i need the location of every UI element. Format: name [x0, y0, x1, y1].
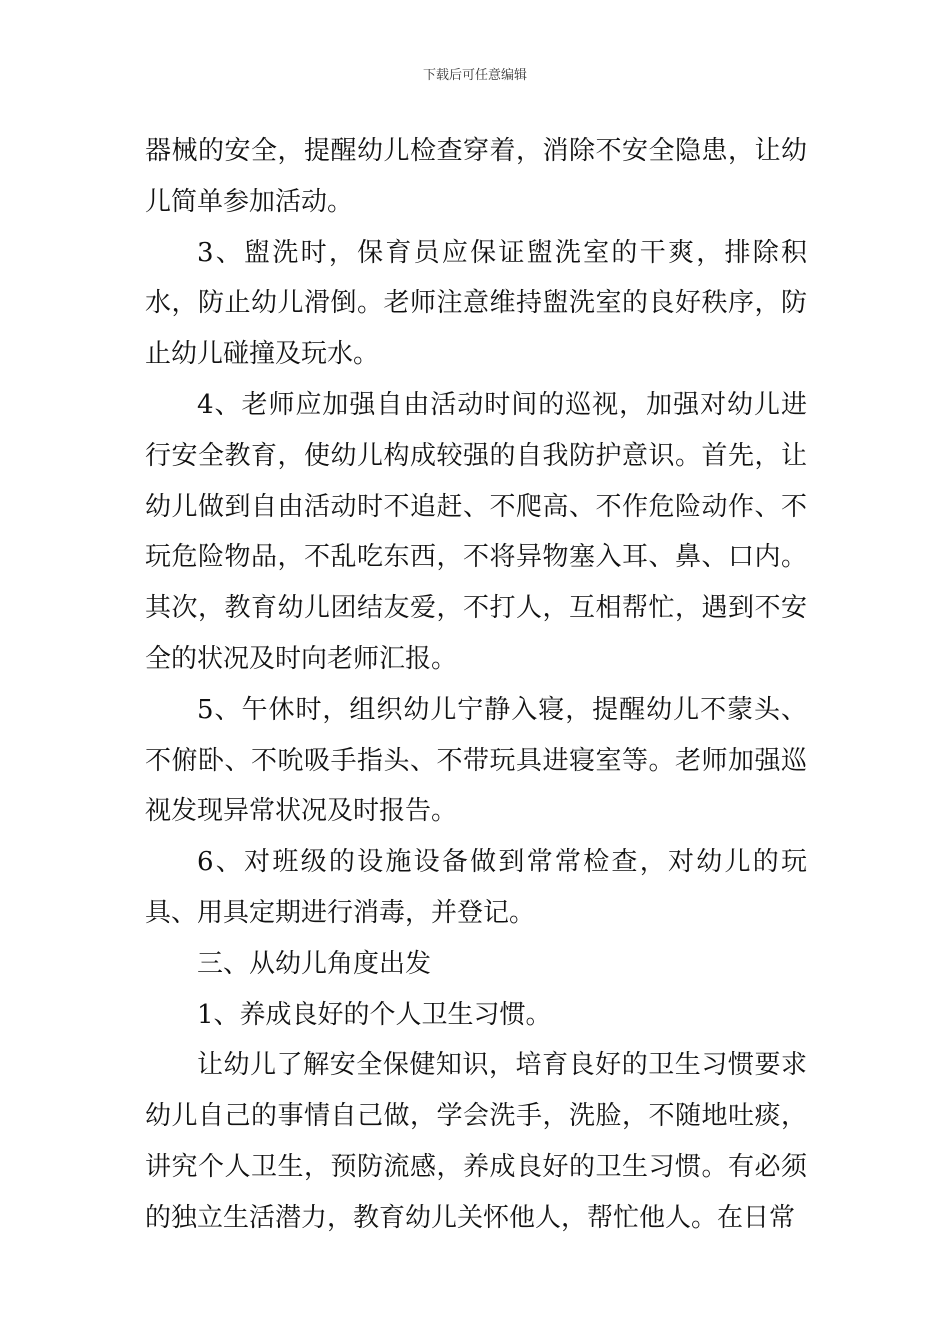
page-header-note: 下载后可任意编辑	[422, 68, 527, 83]
paragraph-2: 3、盥洗时，保育员应保证盥洗室的干爽，排除积水，防止幼儿滑倒。老师注意维持盥洗室的良好秩序，防止幼儿碰撞及玩水。	[145, 237, 807, 370]
paragraph-3: 4、老师应加强自由活动时间的巡视，加强对幼儿进行安全教育，使幼儿构成较强的自我防护意识。首先，让幼儿做到自由活动时不追赶、不爬高、不作危险动作、不玩危险物品，不乱吃东西，不将异物塞入耳、鼻、口内。其次，教育幼儿团结友爱，不打人，互相帮忙，遇到不安全的状况及时向老师汇报。	[145, 389, 807, 674]
paragraph-5: 6、对班级的设施设备做到常常检查，对幼儿的玩具、用具定期进行消毒，并登记。	[145, 847, 807, 928]
paragraph-4: 5、午休时，组织幼儿宁静入寝，提醒幼儿不蒙头、不俯卧、不吮吸手指头、不带玩具进寝室等。老师加强巡视发现异常状况及时报告。	[145, 694, 807, 827]
paragraph-1: 器械的安全，提醒幼儿检查穿着，消除不安全隐患，让幼儿简单参加活动。	[145, 136, 807, 217]
section-heading: 三、从幼儿角度出发	[197, 948, 432, 979]
paragraph-6: 让幼儿了解安全保健知识，培育良好的卫生习惯要求幼儿自己的事情自己做，学会洗手，洗脸，不随地吐痰，讲究个人卫生，预防流感，养成良好的卫生习惯。有必须的独立生活潜力，教育幼儿关怀他人，帮忙他人。在日常	[145, 1050, 807, 1233]
subsection-heading: 1、养成良好的个人卫生习惯。	[197, 999, 552, 1030]
document-body	[145, 126, 807, 1244]
